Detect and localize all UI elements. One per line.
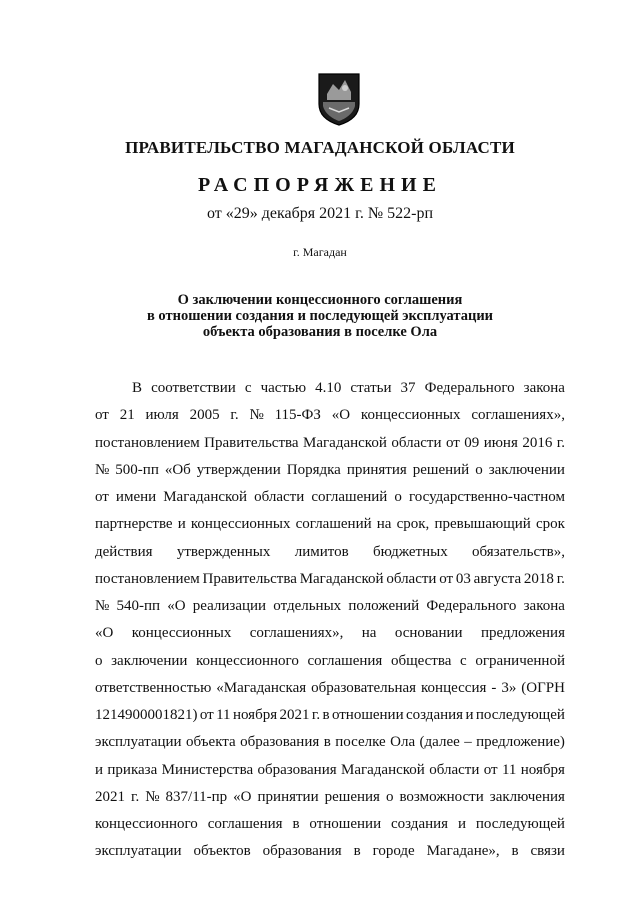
body-word: В <box>132 380 143 396</box>
subject-line: О заключении концессионного соглашения <box>177 292 463 308</box>
body-word: соглашениях», <box>249 625 344 642</box>
body-word: г. <box>230 407 239 424</box>
body-word: приказа <box>107 761 158 778</box>
body-word: создания <box>406 707 464 723</box>
document-subject <box>0 292 640 340</box>
body-line <box>95 675 565 702</box>
body-word: г. <box>131 788 140 805</box>
body-word: объекта <box>186 734 236 751</box>
body-word: 4.10 <box>315 380 342 396</box>
body-word: в <box>511 843 519 860</box>
body-word: концессионных <box>190 516 291 533</box>
body-word: и <box>95 761 104 778</box>
body-word: «Об <box>164 461 191 478</box>
body-word: Федерального <box>426 598 517 614</box>
body-line <box>95 702 565 729</box>
body-line <box>95 757 565 784</box>
body-word: 1214900001821) <box>95 707 198 723</box>
body-word: городе <box>372 843 415 860</box>
body-line <box>95 430 565 457</box>
body-word: 2016 <box>522 434 553 451</box>
body-word: области <box>391 434 442 451</box>
body-word: решения <box>324 788 380 805</box>
body-word: концессионных <box>360 407 461 424</box>
body-word: концессионного <box>95 816 198 832</box>
body-word: соответствии <box>151 380 236 396</box>
body-word: 3» <box>501 679 517 696</box>
body-word: 09 <box>464 434 480 451</box>
body-word: 540-пп <box>116 598 161 614</box>
body-word: от <box>483 761 498 778</box>
body-word: партнерстве <box>95 516 173 533</box>
body-word: о <box>95 652 103 669</box>
body-word: реализации <box>192 598 267 614</box>
body-word: с <box>244 380 252 396</box>
body-word: принятии <box>257 788 319 805</box>
body-line <box>95 811 565 838</box>
body-word: 837/11-пр <box>165 788 228 805</box>
body-word: № <box>145 788 160 805</box>
body-word: ноября <box>232 707 278 723</box>
body-word: закона <box>523 598 565 614</box>
body-line <box>95 457 565 484</box>
body-word: срок <box>535 516 565 533</box>
body-word: утвержденных <box>176 543 271 560</box>
body-word: на <box>376 516 392 533</box>
body-word: ограниченной <box>475 652 565 669</box>
body-word: объектов <box>193 843 251 860</box>
body-line <box>95 484 565 511</box>
body-word: Федерального <box>424 380 515 396</box>
document-city: г. Магадан <box>293 245 347 259</box>
body-word: образования <box>257 761 337 778</box>
body-word: в <box>322 707 330 723</box>
body-word: соглашения <box>207 816 283 832</box>
body-word: августа <box>473 570 522 587</box>
body-word: создания <box>391 816 449 832</box>
body-word: поселке <box>335 734 386 751</box>
body-word: «О <box>233 788 252 805</box>
body-word: заключения <box>489 788 565 805</box>
body-word: 115-ФЗ <box>274 407 321 424</box>
body-line <box>95 566 565 593</box>
body-word: бюджетных <box>373 543 448 560</box>
body-word: отношении <box>309 816 382 832</box>
body-line <box>95 402 565 429</box>
body-word: о <box>475 461 483 478</box>
body-word: основании <box>394 625 463 642</box>
body-word: образования <box>240 734 320 751</box>
body-word: соглашениях», <box>471 407 565 424</box>
body-word: положений <box>348 598 420 614</box>
body-word: и <box>465 707 474 723</box>
body-word: возможности <box>399 788 484 805</box>
body-word: Ола <box>390 734 416 751</box>
body-word: от <box>199 707 214 723</box>
body-word: 03 <box>455 570 471 587</box>
body-word: «О <box>167 598 186 614</box>
body-word: постановлением <box>95 570 200 587</box>
body-word: «О <box>95 625 114 642</box>
body-word: на <box>361 625 377 642</box>
body-word: Магаданской <box>341 761 425 778</box>
body-word: утверждении <box>196 461 281 478</box>
body-word: решений <box>412 461 470 478</box>
body-word: Магаданской <box>303 434 387 451</box>
body-word: эксплуатации <box>95 734 182 751</box>
body-word: заключении <box>488 461 565 478</box>
body-word: «О <box>331 407 351 424</box>
body-line <box>95 375 565 402</box>
body-word: - <box>491 679 497 696</box>
body-word: области <box>254 489 305 505</box>
body-line <box>95 648 565 675</box>
body-word: 2021 <box>95 788 125 805</box>
body-word: предложение) <box>476 734 565 751</box>
body-word: имени <box>115 489 157 505</box>
body-word: от <box>445 434 460 451</box>
body-word: принятия <box>346 461 407 478</box>
body-word: ответственностью <box>95 679 212 696</box>
body-word: о <box>394 489 402 505</box>
body-word: частью <box>260 380 307 396</box>
body-line <box>95 620 565 647</box>
body-word: г. <box>556 570 565 587</box>
body-word: 37 <box>400 380 416 396</box>
body-word: соглашений <box>295 516 372 533</box>
body-word: «Магаданская <box>216 679 307 696</box>
body-word: в <box>353 843 361 860</box>
body-word: образовательная <box>311 679 417 696</box>
body-word: действия <box>95 543 153 560</box>
body-word: 2021 <box>279 707 310 723</box>
body-word: 2018 <box>523 570 554 587</box>
body-word: Магаданской <box>163 489 248 505</box>
body-line <box>95 593 565 620</box>
body-word: Магаданской <box>299 570 384 587</box>
document-body <box>95 375 565 866</box>
body-word: концессия <box>421 679 487 696</box>
body-word: 2005 <box>189 407 220 424</box>
body-word: и <box>177 516 186 533</box>
body-word: концессионных <box>131 625 232 642</box>
body-word: от <box>95 407 109 424</box>
subject-line: объекта образования в поселке Ола <box>202 324 438 340</box>
body-word: соглашения <box>307 652 383 669</box>
body-word: образования <box>262 843 342 860</box>
body-word: концессионного <box>196 652 299 669</box>
magadan-coat-of-arms-icon <box>317 72 361 126</box>
body-word: 11 <box>501 761 517 778</box>
body-word: обязательств», <box>472 543 565 560</box>
body-word: общества <box>390 652 452 669</box>
body-line <box>95 729 565 756</box>
body-word: государственно-частном <box>408 489 565 505</box>
document-date-number: от «29» декабря 2021 г. № 522-рп <box>206 205 434 222</box>
body-word: последующей <box>475 816 565 832</box>
body-word: от <box>95 489 109 505</box>
body-word: № <box>95 461 110 478</box>
body-word: ноября <box>520 761 565 778</box>
body-word: июня <box>483 434 518 451</box>
body-word: 11 <box>216 707 231 723</box>
body-word: Правительства <box>204 434 299 451</box>
body-word: о <box>385 788 394 805</box>
body-word: отношении <box>331 707 404 723</box>
body-word: последующей <box>475 707 565 723</box>
body-word: области <box>429 761 480 778</box>
body-word: – <box>464 734 472 751</box>
body-word: Министерства <box>161 761 254 778</box>
body-word: (далее <box>419 734 460 751</box>
body-word: 21 <box>119 407 135 424</box>
body-word: превышающий <box>434 516 531 533</box>
body-line <box>95 539 565 566</box>
body-word: предложения <box>480 625 565 642</box>
body-word: лимитов <box>294 543 349 560</box>
body-word: № <box>249 407 264 424</box>
document-type: РАСПОРЯЖЕНИЕ <box>198 174 442 196</box>
body-line <box>95 838 565 865</box>
body-word: срок, <box>396 516 430 533</box>
body-word: Правительства <box>202 570 297 587</box>
body-line <box>95 511 565 538</box>
body-word: заключении <box>111 652 188 669</box>
body-line <box>95 784 565 811</box>
body-word: постановлением <box>95 434 200 451</box>
body-word: и <box>457 816 466 832</box>
body-word: статьи <box>350 380 392 396</box>
subject-line: в отношении создания и последующей эксплуатации <box>146 308 494 324</box>
body-word: 500-пп <box>115 461 159 478</box>
body-word: соглашений <box>311 489 388 505</box>
body-word: г. <box>311 707 321 723</box>
body-word: связи <box>530 843 565 860</box>
body-word: с <box>460 652 467 669</box>
body-word: от <box>439 570 454 587</box>
organization-title: ПРАВИТЕЛЬСТВО МАГАДАНСКОЙ ОБЛАСТИ <box>125 138 515 157</box>
body-word: Магадане», <box>426 843 500 860</box>
body-word: в <box>323 734 331 751</box>
body-word: г. <box>556 434 565 451</box>
body-word: эксплуатации <box>95 843 182 860</box>
body-word: закона <box>523 380 565 396</box>
body-word: Порядка <box>286 461 341 478</box>
body-word: июля <box>145 407 179 424</box>
body-word: отдельных <box>273 598 342 614</box>
body-word: № <box>95 598 110 614</box>
body-word: области <box>386 570 437 587</box>
body-word: (ОГРН <box>521 679 565 696</box>
body-word: в <box>292 816 300 832</box>
